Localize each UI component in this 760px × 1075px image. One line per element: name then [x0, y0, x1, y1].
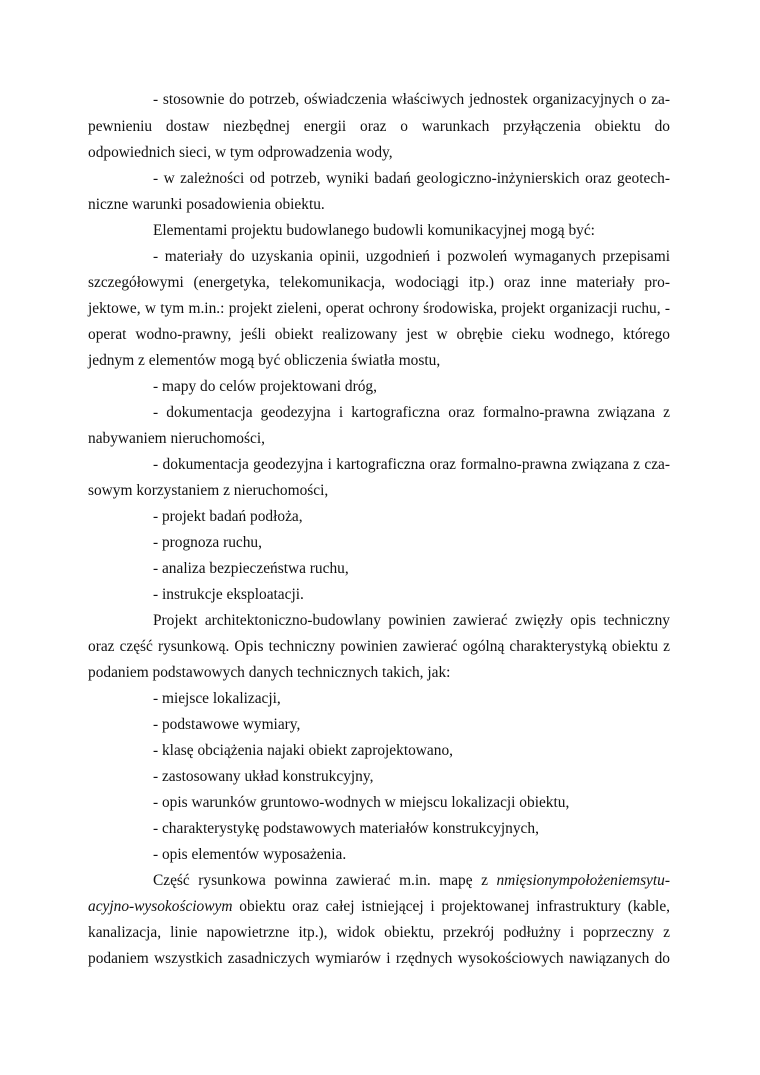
text-line: odpowiednich sieci, w tym odprowadzenia wody, [88, 144, 393, 161]
text-line: Projekt architektoniczno-budowlany powinien zawierać zwięzły opis techniczny [153, 612, 670, 629]
text-line [153, 868, 670, 894]
text-line: - miejsce lokalizacji, [153, 690, 281, 707]
text-line: - zastosowany układ konstrukcyjny, [153, 768, 374, 785]
text-line: kanalizacja, linie napowietrzne itp.), widok obiektu, przekrój podłużny i poprzeczny z [88, 924, 670, 941]
text-line: - opis elementów wyposażenia. [153, 846, 347, 863]
text-segment: Część rysunkowa powinna zawierać m.in. mapę z [153, 872, 497, 889]
text-line: sowym korzystaniem z nieruchomości, [88, 482, 329, 499]
text-line: - mapy do celów projektowani dróg, [153, 378, 377, 395]
text-line: oraz część rysunkową. Opis techniczny powinien zawierać ogólną charakterystyką obiektu z [88, 638, 670, 655]
text-line: - podstawowe wymiary, [153, 716, 301, 733]
text-line: jektowe, w tym m.in.: projekt zieleni, operat ochrony środowiska, projekt organizacji ruchu, - [88, 300, 670, 317]
text-line: Elementami projektu budowlanego budowli komunikacyjnej mogą być: [153, 222, 595, 239]
text-line: - charakterystykę podstawowych materiałów konstrukcyjnych, [153, 820, 539, 837]
text-line: podaniem wszystkich zasadniczych wymiarów i rzędnych wysokościowych nawiązanych do [88, 950, 670, 967]
text-line: pewnieniu dostaw niezbędnej energii oraz o warunkach przyłączenia obiektu do [88, 118, 670, 135]
text-line: - stosownie do potrzeb, oświadczenia właściwych jednostek organizacyjnych o za- [153, 91, 670, 108]
text-line: - opis warunków gruntowo-wodnych w miejscu lokalizacji obiektu, [153, 794, 570, 811]
text-line [88, 894, 670, 920]
text-line: - klasę obciążenia najaki obiekt zaprojektowano, [153, 742, 453, 759]
text-line: nabywaniem nieruchomości, [88, 430, 265, 447]
text-line: - w zależności od potrzeb, wyniki badań geologiczno-inżynierskich oraz geotech- [153, 170, 670, 187]
text-line: podaniem podstawowych danych technicznych takich, jak: [88, 664, 451, 681]
text-line: - dokumentacja geodezyjna i kartograficzna oraz formalno-prawna związana z cza- [153, 456, 670, 473]
italic-text-segment: nmięsionympołożeniemsytu- [496, 872, 670, 889]
text-line: - prognoza ruchu, [153, 534, 262, 551]
italic-text-segment: acyjno-wysokościowym [88, 898, 233, 915]
text-line: jednym z elementów mogą być obliczenia światła mostu, [88, 352, 441, 369]
text-line: - instrukcje eksploatacji. [153, 586, 304, 603]
text-line: szczegółowymi (energetyka, telekomunikacja, wodociągi itp.) oraz inne materiały pro- [88, 274, 670, 291]
text-segment: obiektu oraz całej istniejącej i projektowanej infrastruktury (kable, [232, 898, 670, 915]
text-line: - projekt badań podłoża, [153, 508, 303, 525]
text-line: - materiały do uzyskania opinii, uzgodnień i pozwoleń wymaganych przepisami [153, 248, 670, 265]
text-line: operat wodno-prawny, jeśli obiekt realizowany jest w obrębie cieku wodnego, którego [88, 326, 670, 343]
text-line: - analiza bezpieczeństwa ruchu, [153, 560, 349, 577]
text-line: niczne warunki posadowienia obiektu. [88, 196, 325, 213]
text-line: - dokumentacja geodezyjna i kartograficzna oraz formalno-prawna związana z [153, 404, 670, 421]
